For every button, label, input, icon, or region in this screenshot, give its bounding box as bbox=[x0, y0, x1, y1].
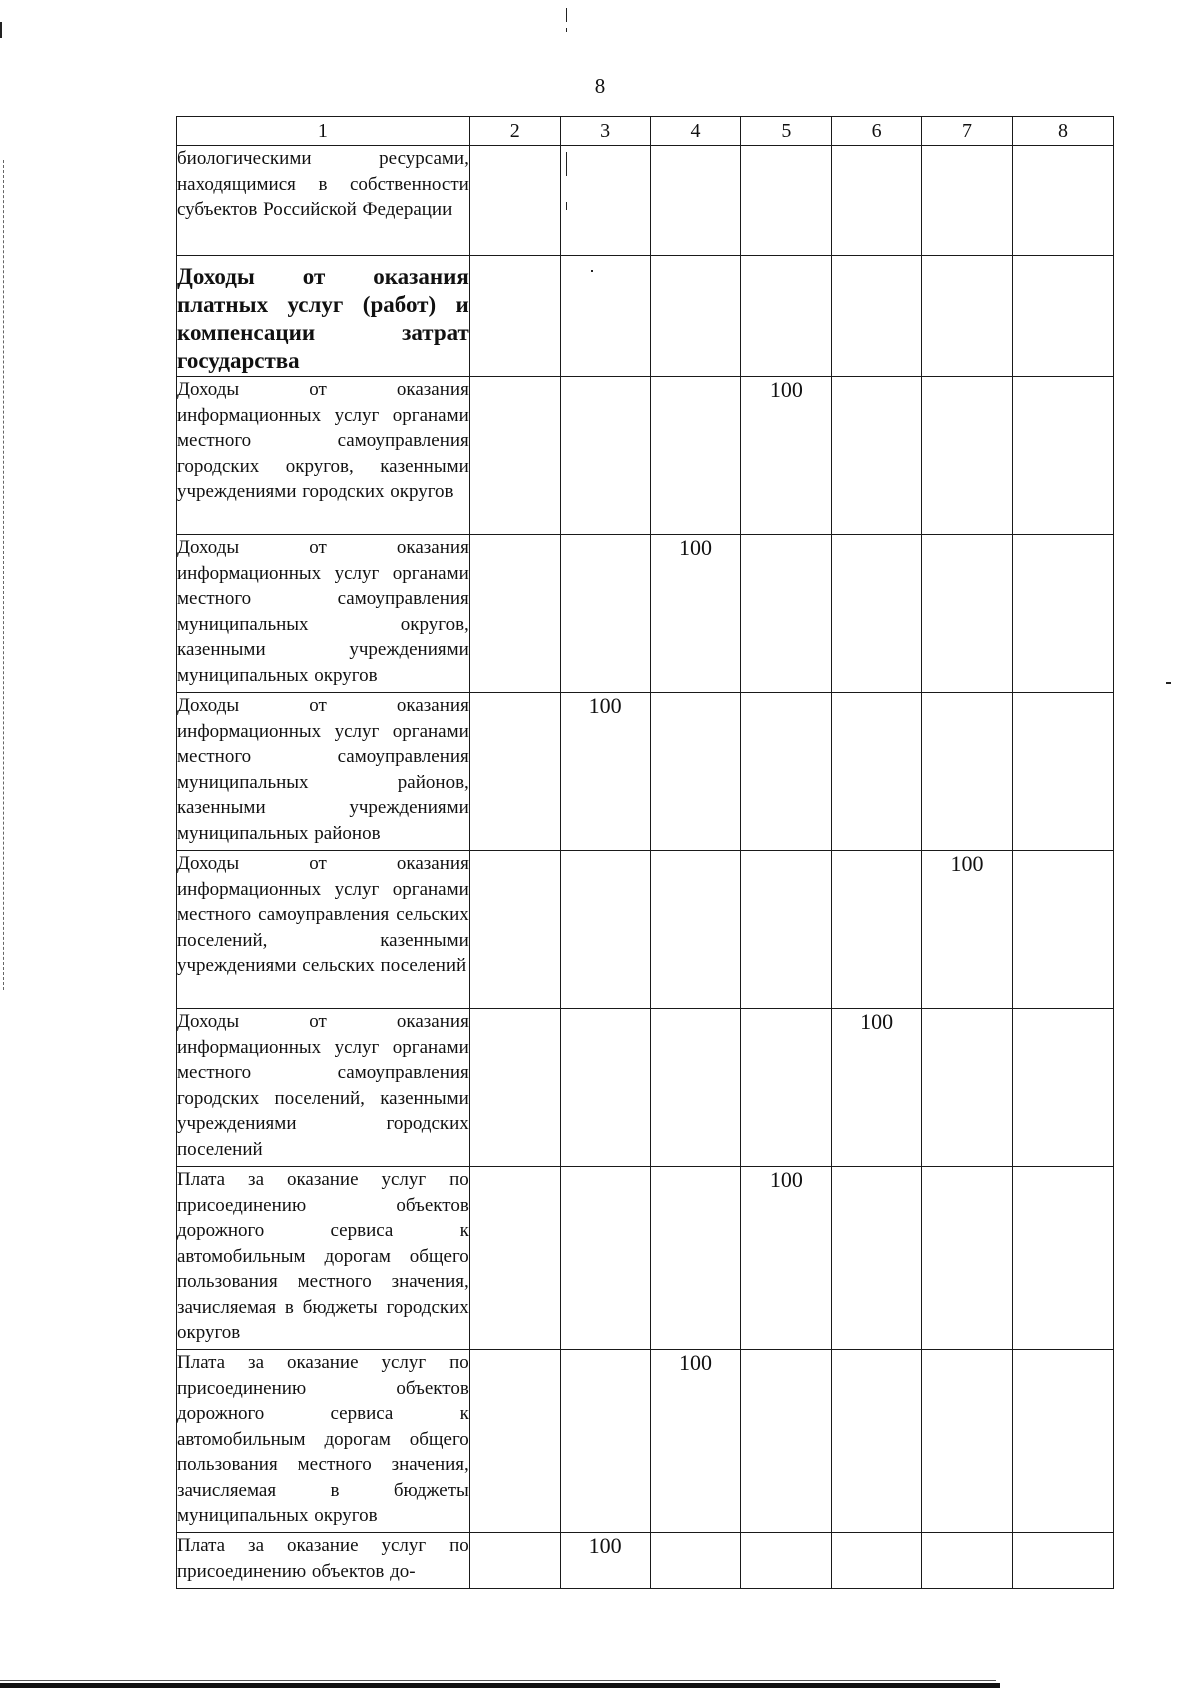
value-cell-col-3: 100 bbox=[560, 1533, 650, 1589]
description-cell: Доходы от оказания информационных услуг органами местного самоуправления муниципальных округов, казенными учреждениями муниципальных округов bbox=[177, 535, 470, 693]
value-cell-col-4 bbox=[650, 377, 741, 535]
section-heading-cell: Доходы от оказания платных услуг (работ) и компенсации затрат государства bbox=[177, 256, 470, 377]
description-cell: Доходы от оказания информационных услуг органами местного самоуправления сельских поселений, казенными учреждениями сельских поселений bbox=[177, 851, 470, 1009]
description-cell: Доходы от оказания информационных услуг органами местного самоуправления городских округов, казенными учреждениями городских округов bbox=[177, 377, 470, 535]
value-cell-col-7 bbox=[922, 146, 1013, 256]
table-row bbox=[177, 146, 1114, 256]
scan-mark-left bbox=[0, 22, 2, 38]
column-header-1: 1 bbox=[177, 117, 470, 146]
value-cell-col-4 bbox=[650, 256, 741, 377]
value-cell-col-2 bbox=[469, 1167, 560, 1350]
value-cell-col-6 bbox=[832, 1350, 922, 1533]
value-cell-col-3 bbox=[560, 256, 650, 377]
value-cell-col-6 bbox=[832, 851, 922, 1009]
value-cell-col-2 bbox=[469, 1533, 560, 1589]
value-cell-col-7 bbox=[922, 256, 1013, 377]
value-cell-col-4: 100 bbox=[650, 535, 741, 693]
value-cell-col-5 bbox=[741, 1009, 832, 1167]
value-cell-col-7 bbox=[922, 693, 1013, 851]
value-cell-col-2 bbox=[469, 1350, 560, 1533]
value-cell-col-7 bbox=[922, 1350, 1013, 1533]
column-header-5: 5 bbox=[741, 117, 832, 146]
value-cell-col-4 bbox=[650, 1533, 741, 1589]
value-cell-col-2 bbox=[469, 377, 560, 535]
table-row bbox=[177, 1533, 1114, 1589]
description-cell: Плата за оказание услуг по присоединению объектов дорожного сервиса к автомобильным дорогам общего пользования местного значения, зачисляемая в бюджеты муниципальных округов bbox=[177, 1350, 470, 1533]
value-cell-col-6 bbox=[832, 146, 922, 256]
value-cell-col-5 bbox=[741, 256, 832, 377]
value-cell-col-8 bbox=[1012, 1533, 1113, 1589]
value-cell-col-8 bbox=[1012, 851, 1113, 1009]
value-cell-col-2 bbox=[469, 693, 560, 851]
scan-dash-left bbox=[3, 160, 4, 990]
value-cell-col-7: 100 bbox=[922, 851, 1013, 1009]
value-cell-col-2 bbox=[469, 1009, 560, 1167]
value-cell-col-6 bbox=[832, 535, 922, 693]
value-cell-col-7 bbox=[922, 1009, 1013, 1167]
value-cell-col-7 bbox=[922, 535, 1013, 693]
description-cell: Плата за оказание услуг по присоединению объектов дорожного сервиса к автомобильным дорогам общего пользования местного значения, зачисляемая в бюджеты городских округов bbox=[177, 1167, 470, 1350]
bottom-rule bbox=[0, 1683, 1000, 1688]
scan-mark-top bbox=[566, 8, 567, 22]
value-cell-col-3 bbox=[560, 1009, 650, 1167]
table-row bbox=[177, 1350, 1114, 1533]
value-cell-col-5 bbox=[741, 535, 832, 693]
description-cell: Доходы от оказания информационных услуг органами местного самоуправления муниципальных районов, казенными учреждениями муниципальных районов bbox=[177, 693, 470, 851]
description-cell: Доходы от оказания информационных услуг органами местного самоуправления городских поселений, казенными учреждениями городских поселений bbox=[177, 1009, 470, 1167]
value-cell-col-4 bbox=[650, 1167, 741, 1350]
value-cell-col-7 bbox=[922, 1533, 1013, 1589]
value-cell-col-4 bbox=[650, 851, 741, 1009]
value-cell-col-3 bbox=[560, 1167, 650, 1350]
value-cell-col-8 bbox=[1012, 256, 1113, 377]
column-header-3: 3 bbox=[560, 117, 650, 146]
value-cell-col-5: 100 bbox=[741, 1167, 832, 1350]
value-cell-col-8 bbox=[1012, 535, 1113, 693]
bottom-rule-thin bbox=[0, 1680, 996, 1681]
table-row bbox=[177, 851, 1114, 1009]
revenue-table bbox=[176, 116, 1114, 1589]
value-cell-col-8 bbox=[1012, 146, 1113, 256]
value-cell-col-6 bbox=[832, 377, 922, 535]
value-cell-col-2 bbox=[469, 146, 560, 256]
description-cell: Плата за оказание услуг по присоединению объектов до- bbox=[177, 1533, 470, 1589]
table-row bbox=[177, 535, 1114, 693]
description-cell: биологическими ресурсами, находящимися в собственности субъектов Российской Федерации bbox=[177, 146, 470, 256]
value-cell-col-6: 100 bbox=[832, 1009, 922, 1167]
value-cell-col-5 bbox=[741, 693, 832, 851]
value-cell-col-7 bbox=[922, 377, 1013, 535]
value-cell-col-6 bbox=[832, 1533, 922, 1589]
value-cell-col-2 bbox=[469, 256, 560, 377]
value-cell-col-4 bbox=[650, 1009, 741, 1167]
value-cell-col-8 bbox=[1012, 1009, 1113, 1167]
value-cell-col-5 bbox=[741, 1533, 832, 1589]
column-header-8: 8 bbox=[1012, 117, 1113, 146]
value-cell-col-3: 100 bbox=[560, 693, 650, 851]
table-row bbox=[177, 1009, 1114, 1167]
value-cell-col-5: 100 bbox=[741, 377, 832, 535]
value-cell-col-4: 100 bbox=[650, 1350, 741, 1533]
column-header-4: 4 bbox=[650, 117, 741, 146]
value-cell-col-4 bbox=[650, 146, 741, 256]
scan-mark-top-dot bbox=[566, 28, 567, 32]
table-row bbox=[177, 256, 1114, 377]
value-cell-col-8 bbox=[1012, 377, 1113, 535]
table-header-row bbox=[177, 117, 1114, 146]
page-number: 8 bbox=[594, 74, 606, 98]
value-cell-col-8 bbox=[1012, 693, 1113, 851]
value-cell-col-3 bbox=[560, 535, 650, 693]
value-cell-col-7 bbox=[922, 1167, 1013, 1350]
value-cell-col-6 bbox=[832, 693, 922, 851]
value-cell-col-6 bbox=[832, 1167, 922, 1350]
column-header-7: 7 bbox=[922, 117, 1013, 146]
value-cell-col-6 bbox=[832, 256, 922, 377]
value-cell-col-2 bbox=[469, 851, 560, 1009]
value-cell-col-8 bbox=[1012, 1167, 1113, 1350]
value-cell-col-2 bbox=[469, 535, 560, 693]
value-cell-col-4 bbox=[650, 693, 741, 851]
table-row bbox=[177, 693, 1114, 851]
value-cell-col-5 bbox=[741, 851, 832, 1009]
table-row bbox=[177, 377, 1114, 535]
value-cell-col-5 bbox=[741, 1350, 832, 1533]
value-cell-col-5 bbox=[741, 146, 832, 256]
value-cell-col-3 bbox=[560, 851, 650, 1009]
column-header-6: 6 bbox=[832, 117, 922, 146]
value-cell-col-3 bbox=[560, 1350, 650, 1533]
scan-mark-right bbox=[1166, 682, 1171, 684]
table-row bbox=[177, 1167, 1114, 1350]
value-cell-col-3 bbox=[560, 377, 650, 535]
value-cell-col-3 bbox=[560, 146, 650, 256]
column-header-2: 2 bbox=[469, 117, 560, 146]
value-cell-col-8 bbox=[1012, 1350, 1113, 1533]
